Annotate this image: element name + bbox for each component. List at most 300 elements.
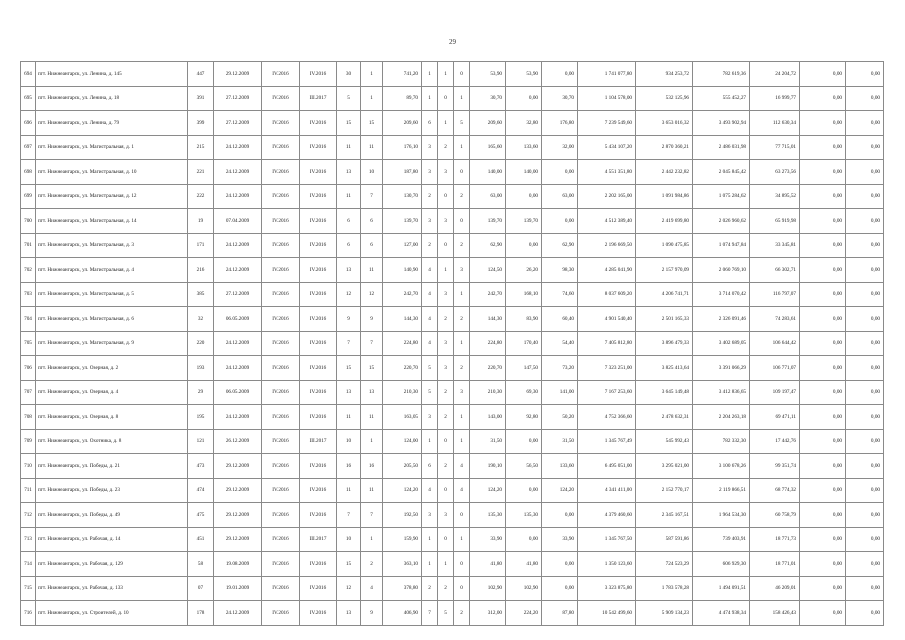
cost-total: 4 551 351,80 [578,160,636,185]
address-cell: пгт. Нижнеангарск, ул. Победы, д. 49 [36,503,188,528]
address-cell: пгт. Нижнеангарск, ул. Магистральная, д. 14 [36,209,188,234]
area-municipal: 0,00 [542,160,578,185]
row-number: 701 [21,233,36,258]
recognition-date: 24.12.2009 [214,331,262,356]
rooms-municipal: 1 [454,331,470,356]
table-row [21,209,884,234]
planned-date: IV.2016 [262,62,300,87]
cost-total: 5 434 107,20 [578,135,636,160]
row-number: 707 [21,380,36,405]
registry-number: 178 [188,601,214,626]
actual-date: IV.2016 [300,478,337,503]
fund-federal: 5 909 134,23 [636,601,693,626]
registry-number: 58 [188,552,214,577]
area-private: 224,20 [506,601,542,626]
fund-extra: 0,00 [800,552,846,577]
residents-resettled: 4 [361,576,383,601]
area-private: 56,50 [506,454,542,479]
area-municipal: 50,20 [542,405,578,430]
table-row [21,429,884,454]
cost-total: 4 341 411,00 [578,478,636,503]
residents-total: 6 [337,233,361,258]
area-resettled: 165,60 [470,135,506,160]
planned-date: IV.2016 [262,258,300,283]
fund-regional: 1 494 091,51 [693,576,750,601]
registry-number: 399 [188,111,214,136]
rooms-municipal: 5 [454,111,470,136]
planned-date: IV.2016 [262,135,300,160]
address-cell: пгт. Нижнеангарск, ул. Магистральная, д. 5 [36,282,188,307]
rooms-total: 4 [422,307,438,332]
fund-extra: 0,00 [800,331,846,356]
rooms-municipal: 2 [454,307,470,332]
cost-total: 1 350 123,60 [578,552,636,577]
planned-date: IV.2016 [262,429,300,454]
fund-federal: 1 090 475,85 [636,233,693,258]
rooms-total: 5 [422,380,438,405]
recognition-date: 29.12.2009 [214,478,262,503]
address-cell: пгт. Нижнеангарск, ул. Озерная, д. 4 [36,380,188,405]
rooms-total: 1 [422,86,438,111]
residents-total: 7 [337,331,361,356]
actual-date: IV.2016 [300,576,337,601]
area-municipal: 54,40 [542,331,578,356]
registry-number: 391 [188,86,214,111]
actual-date: III.2017 [300,527,337,552]
table-row [21,576,884,601]
rooms-total: 4 [422,331,438,356]
fund-local: 69 471,11 [750,405,800,430]
residents-total: 6 [337,209,361,234]
residents-resettled: 16 [361,454,383,479]
actual-date: IV.2016 [300,258,337,283]
area-resettled: 124,50 [470,258,506,283]
rooms-total: 2 [422,576,438,601]
fund-regional: 606 929,30 [693,552,750,577]
row-number: 698 [21,160,36,185]
area-municipal: 32,00 [542,135,578,160]
row-number: 708 [21,405,36,430]
registry-number: 474 [188,478,214,503]
actual-date: IV.2016 [300,62,337,87]
area-resettled: 190,10 [470,454,506,479]
table-row [21,282,884,307]
address-cell: пгт. Нижнеангарск, ул. Магистральная, д. 4 [36,258,188,283]
fund-other: 0,00 [846,62,884,87]
rooms-municipal: 1 [454,135,470,160]
fund-extra: 0,00 [800,478,846,503]
address-cell: пгт. Нижнеангарск, ул. Магистральная, д. 12 [36,184,188,209]
cost-total: 10 542 499,60 [578,601,636,626]
fund-federal: 3 295 021,00 [636,454,693,479]
rooms-municipal: 1 [454,405,470,430]
residents-total: 13 [337,258,361,283]
planned-date: IV.2016 [262,209,300,234]
area-municipal: 87,80 [542,601,578,626]
fund-other: 0,00 [846,405,884,430]
rooms-total: 4 [422,478,438,503]
address-cell: пгт. Нижнеангарск, ул. Ленина, д. 18 [36,86,188,111]
actual-date: IV.2016 [300,307,337,332]
area-municipal: 62,90 [542,233,578,258]
fund-other: 0,00 [846,86,884,111]
registry-number: 07 [188,576,214,601]
table-row [21,552,884,577]
rooms-municipal: 0 [454,576,470,601]
total-area: 205,50 [383,454,422,479]
total-area: 159,90 [383,527,422,552]
row-number: 714 [21,552,36,577]
fund-extra: 0,00 [800,454,846,479]
table-row [21,307,884,332]
total-area: 209,60 [383,111,422,136]
rooms-total: 3 [422,503,438,528]
rooms-private: 0 [438,429,454,454]
recognition-date: 24.12.2009 [214,184,262,209]
table-row [21,86,884,111]
fund-regional: 1 074 947,84 [693,233,750,258]
total-area: 124,20 [383,478,422,503]
row-number: 702 [21,258,36,283]
area-private: 135,30 [506,503,542,528]
total-area: 210,30 [383,380,422,405]
cost-total: 4 285 041,90 [578,258,636,283]
residents-resettled: 11 [361,405,383,430]
fund-extra: 0,00 [800,282,846,307]
rooms-private: 5 [438,601,454,626]
cost-total: 4 512 389,40 [578,209,636,234]
fund-other: 0,00 [846,331,884,356]
row-number: 703 [21,282,36,307]
cost-total: 7 167 253,60 [578,380,636,405]
area-private: 0,00 [506,184,542,209]
residents-total: 10 [337,429,361,454]
planned-date: IV.2016 [262,331,300,356]
actual-date: IV.2016 [300,503,337,528]
fund-local: 17 442,76 [750,429,800,454]
cost-total: 2 202 165,00 [578,184,636,209]
rooms-private: 3 [438,282,454,307]
cost-total: 6 495 051,00 [578,454,636,479]
fund-other: 0,00 [846,282,884,307]
fund-regional: 3 100 678,26 [693,454,750,479]
rooms-private: 2 [438,405,454,430]
rooms-private: 3 [438,209,454,234]
rooms-total: 3 [422,209,438,234]
registry-number: 221 [188,160,214,185]
actual-date: IV.2016 [300,405,337,430]
cost-total: 4 752 366,60 [578,405,636,430]
row-number: 709 [21,429,36,454]
area-municipal: 74,60 [542,282,578,307]
fund-federal: 532 125,96 [636,86,693,111]
fund-local: 65 919,98 [750,209,800,234]
fund-federal: 2 419 699,80 [636,209,693,234]
residents-resettled: 1 [361,527,383,552]
area-private: 102,90 [506,576,542,601]
area-municipal: 63,00 [542,184,578,209]
residents-total: 7 [337,503,361,528]
total-area: 187,80 [383,160,422,185]
residents-total: 9 [337,307,361,332]
fund-other: 0,00 [846,576,884,601]
residents-total: 13 [337,601,361,626]
residents-resettled: 9 [361,601,383,626]
fund-regional: 1 075 284,62 [693,184,750,209]
cost-total: 3 323 875,80 [578,576,636,601]
rooms-private: 0 [438,527,454,552]
area-municipal: 98,30 [542,258,578,283]
planned-date: IV.2016 [262,307,300,332]
actual-date: IV.2016 [300,209,337,234]
residents-total: 15 [337,356,361,381]
residents-resettled: 11 [361,258,383,283]
fund-other: 0,00 [846,454,884,479]
fund-local: 99 351,74 [750,454,800,479]
address-cell: пгт. Нижнеангарск, ул. Рабочая, д. 129 [36,552,188,577]
fund-extra: 0,00 [800,503,846,528]
rooms-municipal: 3 [454,380,470,405]
area-private: 0,00 [506,233,542,258]
residents-total: 15 [337,552,361,577]
fund-other: 0,00 [846,209,884,234]
recognition-date: 07.04.2009 [214,209,262,234]
address-cell: пгт. Нижнеангарск, ул. Магистральная, д. 3 [36,233,188,258]
fund-federal: 587 591,86 [636,527,693,552]
rooms-total: 3 [422,160,438,185]
area-resettled: 124,20 [470,478,506,503]
area-municipal: 124,20 [542,478,578,503]
total-area: 176,10 [383,135,422,160]
rooms-private: 3 [438,503,454,528]
fund-regional: 782 332,30 [693,429,750,454]
residents-resettled: 7 [361,331,383,356]
fund-federal: 2 501 165,33 [636,307,693,332]
fund-federal: 3 653 016,32 [636,111,693,136]
cost-total: 4 901 540,40 [578,307,636,332]
rooms-private: 2 [438,454,454,479]
area-private: 0,00 [506,86,542,111]
fund-local: 33 345,81 [750,233,800,258]
actual-date: IV.2016 [300,356,337,381]
rooms-municipal: 3 [454,258,470,283]
address-cell: пгт. Нижнеангарск, ул. Магистральная, д. 1 [36,135,188,160]
cost-total: 1 741 077,80 [578,62,636,87]
fund-federal: 4 206 741,71 [636,282,693,307]
rooms-private: 1 [438,62,454,87]
fund-extra: 0,00 [800,527,846,552]
fund-regional: 4 474 938,34 [693,601,750,626]
fund-local: 106 644,42 [750,331,800,356]
fund-local: 18 771,01 [750,552,800,577]
fund-other: 0,00 [846,527,884,552]
row-number: 695 [21,86,36,111]
area-resettled: 144,30 [470,307,506,332]
fund-extra: 0,00 [800,184,846,209]
area-municipal: 141,00 [542,380,578,405]
recognition-date: 24.12.2009 [214,356,262,381]
residents-total: 15 [337,111,361,136]
residents-resettled: 6 [361,233,383,258]
row-number: 710 [21,454,36,479]
area-municipal: 33,90 [542,527,578,552]
residents-resettled: 1 [361,62,383,87]
residents-total: 16 [337,454,361,479]
cost-total: 2 196 669,50 [578,233,636,258]
table-row [21,454,884,479]
fund-extra: 0,00 [800,135,846,160]
recognition-date: 29.12.2009 [214,454,262,479]
planned-date: IV.2016 [262,111,300,136]
residents-resettled: 10 [361,160,383,185]
actual-date: IV.2016 [300,233,337,258]
table-row [21,233,884,258]
fund-local: 60 758,79 [750,503,800,528]
area-municipal: 0,00 [542,503,578,528]
area-private: 92,80 [506,405,542,430]
area-resettled: 53,90 [470,62,506,87]
fund-federal: 1 783 578,28 [636,576,693,601]
address-cell: пгт. Нижнеангарск, ул. Магистральная, д. 6 [36,307,188,332]
address-cell: пгт. Нижнеангарск, ул. Озерная, д. 8 [36,405,188,430]
fund-extra: 0,00 [800,160,846,185]
fund-federal: 2 478 632,31 [636,405,693,430]
fund-local: 24 204,72 [750,62,800,87]
fund-regional: 3 402 689,05 [693,331,750,356]
area-private: 139,70 [506,209,542,234]
residents-resettled: 11 [361,478,383,503]
fund-extra: 0,00 [800,429,846,454]
planned-date: IV.2016 [262,503,300,528]
area-resettled: 139,70 [470,209,506,234]
area-private: 0,00 [506,527,542,552]
fund-extra: 0,00 [800,258,846,283]
residents-resettled: 13 [361,380,383,405]
fund-federal: 2 152 770,17 [636,478,693,503]
area-municipal: 133,60 [542,454,578,479]
area-municipal: 73,20 [542,356,578,381]
rooms-municipal: 0 [454,62,470,87]
fund-local: 68 774,32 [750,478,800,503]
address-cell: пгт. Нижнеангарск, ул. Рабочая, д. 133 [36,576,188,601]
area-private: 53,90 [506,62,542,87]
table-row [21,601,884,626]
fund-extra: 0,00 [800,62,846,87]
rooms-municipal: 0 [454,503,470,528]
area-private: 0,00 [506,478,542,503]
rooms-municipal: 4 [454,454,470,479]
registry-number: 447 [188,62,214,87]
table-row [21,503,884,528]
fund-local: 16 999,77 [750,86,800,111]
area-municipal: 0,00 [542,576,578,601]
cost-total: 1 104 578,00 [578,86,636,111]
area-municipal: 0,00 [542,209,578,234]
planned-date: IV.2016 [262,356,300,381]
total-area: 220,70 [383,356,422,381]
fund-federal: 724 523,29 [636,552,693,577]
actual-date: III.2017 [300,86,337,111]
registry-number: 451 [188,527,214,552]
rooms-total: 2 [422,233,438,258]
residents-resettled: 12 [361,282,383,307]
rooms-total: 6 [422,454,438,479]
row-number: 716 [21,601,36,626]
total-area: 224,80 [383,331,422,356]
fund-other: 0,00 [846,356,884,381]
recognition-date: 27.12.2009 [214,111,262,136]
fund-federal: 545 992,43 [636,429,693,454]
residents-resettled: 11 [361,135,383,160]
rooms-private: 0 [438,478,454,503]
fund-federal: 2 345 167,51 [636,503,693,528]
recognition-date: 24.12.2009 [214,258,262,283]
planned-date: IV.2016 [262,282,300,307]
residents-resettled: 1 [361,86,383,111]
rooms-municipal: 1 [454,282,470,307]
fund-local: 77 715,01 [750,135,800,160]
fund-other: 0,00 [846,258,884,283]
actual-date: IV.2016 [300,454,337,479]
fund-other: 0,00 [846,478,884,503]
area-resettled: 312,00 [470,601,506,626]
residents-resettled: 7 [361,184,383,209]
recognition-date: 24.12.2009 [214,233,262,258]
cost-total: 8 037 609,20 [578,282,636,307]
fund-regional: 2 026 960,62 [693,209,750,234]
actual-date: IV.2016 [300,380,337,405]
registry-number: 195 [188,405,214,430]
row-number: 699 [21,184,36,209]
residents-resettled: 2 [361,552,383,577]
fund-federal: 3 645 149,48 [636,380,693,405]
fund-regional: 2 060 769,10 [693,258,750,283]
residents-total: 10 [337,527,361,552]
total-area: 406,90 [383,601,422,626]
planned-date: IV.2016 [262,552,300,577]
recognition-date: 26.12.2009 [214,429,262,454]
area-private: 170,40 [506,331,542,356]
fund-regional: 555 452,27 [693,86,750,111]
fund-extra: 0,00 [800,405,846,430]
recognition-date: 19.08.2009 [214,552,262,577]
rooms-municipal: 1 [454,527,470,552]
residents-total: 13 [337,160,361,185]
fund-regional: 2 486 031,98 [693,135,750,160]
total-area: 192,50 [383,503,422,528]
table-row [21,258,884,283]
table-row [21,160,884,185]
fund-local: 18 771,73 [750,527,800,552]
planned-date: IV.2016 [262,576,300,601]
area-municipal: 0,00 [542,62,578,87]
total-area: 127,00 [383,233,422,258]
row-number: 706 [21,356,36,381]
area-resettled: 102,90 [470,576,506,601]
recognition-date: 06.05.2009 [214,380,262,405]
fund-local: 46 209,01 [750,576,800,601]
registry-number: 29 [188,380,214,405]
fund-other: 0,00 [846,552,884,577]
area-private: 140,00 [506,160,542,185]
fund-regional: 2 326 091,46 [693,307,750,332]
residents-total: 11 [337,135,361,160]
area-private: 133,60 [506,135,542,160]
recognition-date: 29.12.2009 [214,503,262,528]
fund-local: 63 273,56 [750,160,800,185]
area-municipal: 31,50 [542,429,578,454]
fund-extra: 0,00 [800,86,846,111]
